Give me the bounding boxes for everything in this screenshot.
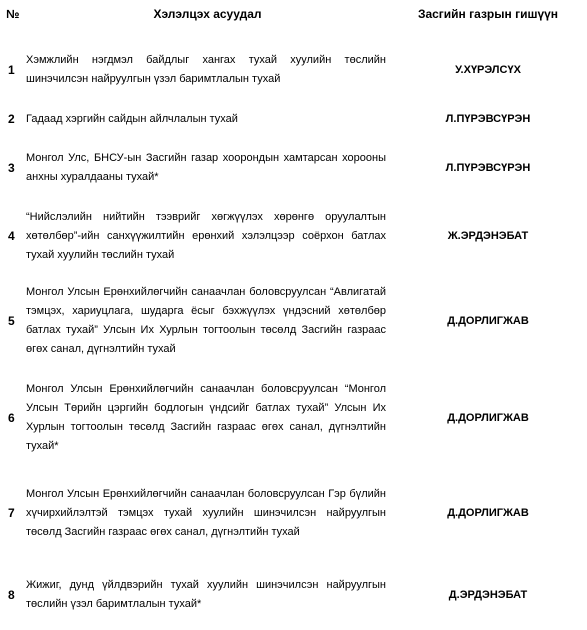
row-member: Л.ПҮРЭВСҮРЭН bbox=[445, 113, 531, 125]
row-topic: “Нийслэлийн нийтийн тээврийг хөгжүүлэх хөрөнгө оруулалтын хөтөлбөр”-ийн санхүүжилтийн ерөнхий хэлэлцээр соёрхон батлах тухай хуулийн төслийн тухай bbox=[26, 210, 386, 261]
row-number: 8 bbox=[8, 587, 15, 602]
table-row bbox=[0, 103, 587, 136]
row-topic: Гадаад хэргийн сайдын айлчлалын тухай bbox=[26, 113, 238, 125]
row-number: 3 bbox=[8, 160, 15, 175]
row-topic: Монгол Улсын Ерөнхийлөгчийн санаачлан боловсруулсан Гэр бүлийн хүчирхийлэлтэй тэмцэх тухай хуулийн шинэчилсэн найруулгын төсөлд Засгийн газраас өгөх санал, дүгнэлтийн тухай bbox=[26, 487, 386, 538]
row-topic: Монгол Улсын Ерөнхийлөгчийн санаачлан боловсруулсан “Монгол Улсын Төрийн цэргийн бодлогын үндсийг батлах тухай” Улсын Их Хурлын тогтоолын төсөлд Засгийн газраас өгөх санал, дүгнэлтийн тухай* bbox=[26, 383, 386, 452]
table-row bbox=[0, 272, 587, 370]
row-member: Д.ДОРЛИГЖАВ bbox=[447, 411, 529, 424]
row-number: 1 bbox=[8, 62, 15, 77]
row-topic: Монгол Улс, БНСУ-ын Засгийн газар хоорондын хамтарсан хорооны анхны хуралдааны тухай* bbox=[26, 152, 386, 183]
row-number: 2 bbox=[8, 112, 15, 126]
table-row bbox=[0, 560, 587, 630]
row-member: Д.ДОРЛИГЖАВ bbox=[447, 314, 529, 327]
table-row bbox=[0, 136, 587, 200]
row-number: 5 bbox=[8, 313, 15, 328]
header-row bbox=[0, 0, 587, 37]
row-member: Д.ДОРЛИГЖАВ bbox=[447, 506, 529, 519]
table-row bbox=[0, 200, 587, 272]
row-member: У.ХҮРЭЛСҮХ bbox=[455, 63, 521, 76]
row-member: Ж.ЭРДЭНЭБАТ bbox=[447, 229, 529, 242]
row-member: Д.ЭРДЭНЭБАТ bbox=[448, 588, 528, 601]
header-number: № bbox=[6, 7, 20, 21]
header-topic: Хэлэлцэх асуудал bbox=[153, 7, 262, 21]
header-member: Засгийн газрын гишүүн bbox=[417, 7, 559, 21]
table-row bbox=[0, 37, 587, 103]
row-number: 4 bbox=[8, 228, 15, 243]
table-row bbox=[0, 370, 587, 466]
row-number: 7 bbox=[8, 505, 15, 520]
row-topic: Жижиг, дунд үйлдвэрийн тухай хуулийн шинэчилсэн найруулгын төслийн үзэл баримтлалын тухай* bbox=[26, 579, 386, 610]
row-number: 6 bbox=[8, 410, 15, 425]
row-member: Л.ПҮРЭВСҮРЭН bbox=[445, 161, 531, 174]
row-topic: Монгол Улсын Ерөнхийлөгчийн санаачлан боловсруулсан “Авлигатай тэмцэх, хариуцлага, шударга ёсыг бэхжүүлэх үндэсний хөтөлбөр батлах тухай” Улсын Их Хурлын тогтоолын төсөлд Засгийн газраас өгөх санал, дүгнэлтийн тухай bbox=[26, 286, 386, 355]
table-row bbox=[0, 466, 587, 560]
row-topic: Хэмжлийн нэгдмэл байдлыг хангах тухай хуулийн төслийн шинэчилсэн найруулгын үзэл баримтлалын тухай bbox=[26, 54, 386, 85]
